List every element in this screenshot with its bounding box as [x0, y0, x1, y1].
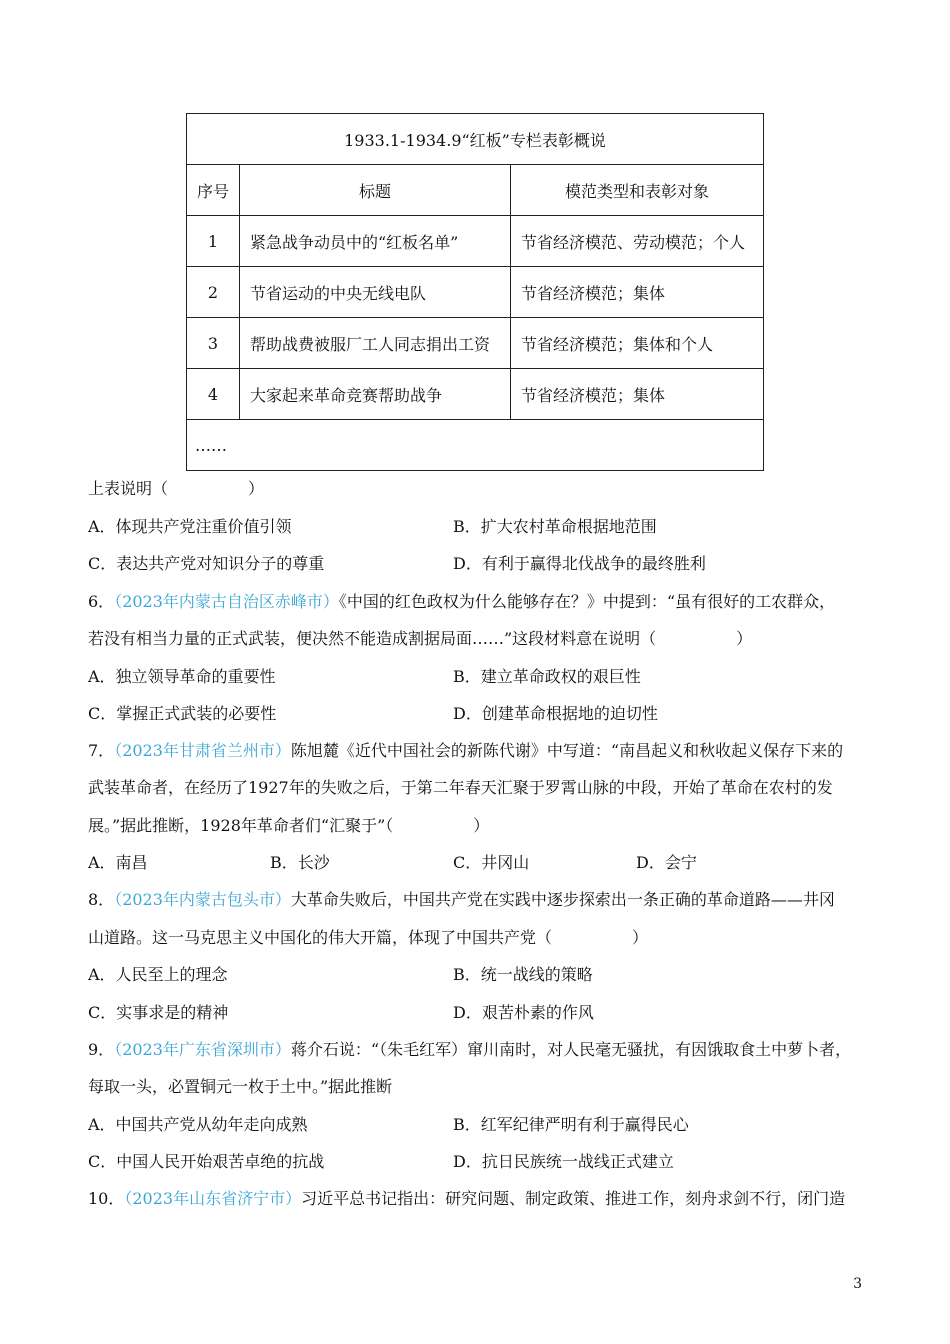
q8-option-c: C．实事求是的精神: [88, 1003, 229, 1022]
q8-option-b: B．统一战线的策略: [453, 965, 593, 984]
q8-line2: 山道路。这一马克思主义中国化的伟大开篇，体现了中国共产党（ ）: [88, 928, 649, 947]
q10-text: 习近平总书记指出：研究问题、制定政策、推进工作，刻舟求剑不行，闭门造: [301, 1189, 846, 1208]
q10-source: （2023年山东省济宁市）: [124, 1189, 302, 1208]
q10-line1: [88, 1186, 845, 1209]
table-cell: 1: [187, 216, 240, 267]
q6-line2: 若没有相当力量的正式武装，便决然不能造成割据局面……”这段材料意在说明（ ）: [88, 629, 753, 648]
table-cell: 节省经济模范、劳动模范；个人: [511, 216, 764, 267]
q9-number: 9．: [88, 1040, 115, 1059]
table-cell: 紧急战争动员中的“红板名单”: [240, 216, 511, 267]
q8-option-a: A．人民至上的理念: [88, 965, 228, 984]
table-row: [187, 267, 764, 318]
q8-number: 8．: [88, 890, 115, 909]
table-row: [187, 216, 764, 267]
q7-option-d: D．会宁: [636, 853, 697, 872]
q8-line1: [88, 887, 835, 910]
q9-text: 蒋介石说：“（朱毛红军）窜川南时，对人民毫无骚扰，有因饿取食土中萝卜者，: [290, 1040, 852, 1059]
q10-number: 10．: [88, 1189, 125, 1208]
page-number: 3: [853, 1276, 862, 1292]
honor-table: [186, 113, 764, 471]
q9-line1: [88, 1037, 851, 1060]
q9-option-d: D．抗日民族统一战线正式建立: [453, 1152, 674, 1171]
q6-option-d: D．创建革命根据地的迫切性: [453, 704, 658, 723]
q8-source: （2023年内蒙古包头市）: [114, 890, 291, 909]
table-header-index: 序号: [187, 165, 240, 216]
q9-option-a: A．中国共产党从幼年走向成熟: [88, 1115, 308, 1134]
table-header-title: 标题: [240, 165, 511, 216]
table-row: [187, 369, 764, 420]
q5-option-b: B．扩大农村革命根据地范围: [453, 517, 657, 536]
table-cell: 节省经济模范；集体和个人: [511, 318, 764, 369]
table-cell: 4: [187, 369, 240, 420]
q6-number: 6．: [88, 592, 115, 611]
q5-option-d: D．有利于赢得北伐战争的最终胜利: [453, 554, 706, 573]
table-row: [187, 318, 764, 369]
table-ellipsis: ……: [187, 420, 764, 471]
q7-option-c: C．井冈山: [453, 853, 530, 872]
q8-option-d: D．艰苦朴素的作风: [453, 1003, 594, 1022]
table-cell: 2: [187, 267, 240, 318]
table-cell: 节省经济模范；集体: [511, 369, 764, 420]
q9-option-b: B．红军纪律严明有利于赢得民心: [453, 1115, 689, 1134]
table-cell: 节省经济模范；集体: [511, 267, 764, 318]
q9-source: （2023年广东省深圳市）: [114, 1040, 291, 1059]
q9-line2: 每取一头，必置铜元一枚于土中。”据此推断: [88, 1077, 393, 1096]
q7-line1: [88, 738, 843, 761]
table-cell: 节省运动的中央无线电队: [240, 267, 511, 318]
q6-text: 《中国的红色政权为什么能够存在？》中提到：“虽有很好的工农群众，: [338, 592, 836, 611]
q5-stem: 上表说明（ ）: [88, 479, 265, 498]
q5-option-a: A．体现共产党注重价值引领: [88, 517, 292, 536]
q7-source: （2023年甘肃省兰州市）: [114, 741, 291, 760]
q7-option-b: B．长沙: [270, 853, 330, 872]
q8-text: 大革命失败后，中国共产党在实践中逐步探索出一条正确的革命道路——井冈: [290, 890, 835, 909]
q7-text: 陈旭麓《近代中国社会的新陈代谢》中写道：“南昌起义和秋收起义保存下来的: [290, 741, 844, 760]
q7-line2: 武装革命者，在经历了1927年的失败之后，于第二年春天汇聚于罗霄山脉的中段，开始了革命在农村的发: [88, 778, 833, 797]
q5-option-c: C．表达共产党对知识分子的尊重: [88, 554, 325, 573]
q7-line3: 展。”据此推断，1928年革命者们“汇聚于”（ ）: [88, 816, 490, 835]
q9-option-c: C．中国人民开始艰苦卓绝的抗战: [88, 1152, 325, 1171]
q6-option-b: B．建立革命政权的艰巨性: [453, 667, 641, 686]
q6-source: （2023年内蒙古自治区赤峰市）: [114, 592, 339, 611]
table-header-type: 模范类型和表彰对象: [511, 165, 764, 216]
q7-option-a: A．南昌: [88, 853, 148, 872]
q6-option-a: A．独立领导革命的重要性: [88, 667, 276, 686]
table-title: 1933.1-1934.9“红板”专栏表彰概说: [187, 114, 764, 165]
q6-option-c: C．掌握正式武装的必要性: [88, 704, 277, 723]
table-cell: 3: [187, 318, 240, 369]
table-cell: 大家起来革命竞赛帮助战争: [240, 369, 511, 420]
table-cell: 帮助战费被服厂工人同志捐出工资: [240, 318, 511, 369]
q7-number: 7．: [88, 741, 115, 760]
q6-line1: [88, 589, 835, 612]
